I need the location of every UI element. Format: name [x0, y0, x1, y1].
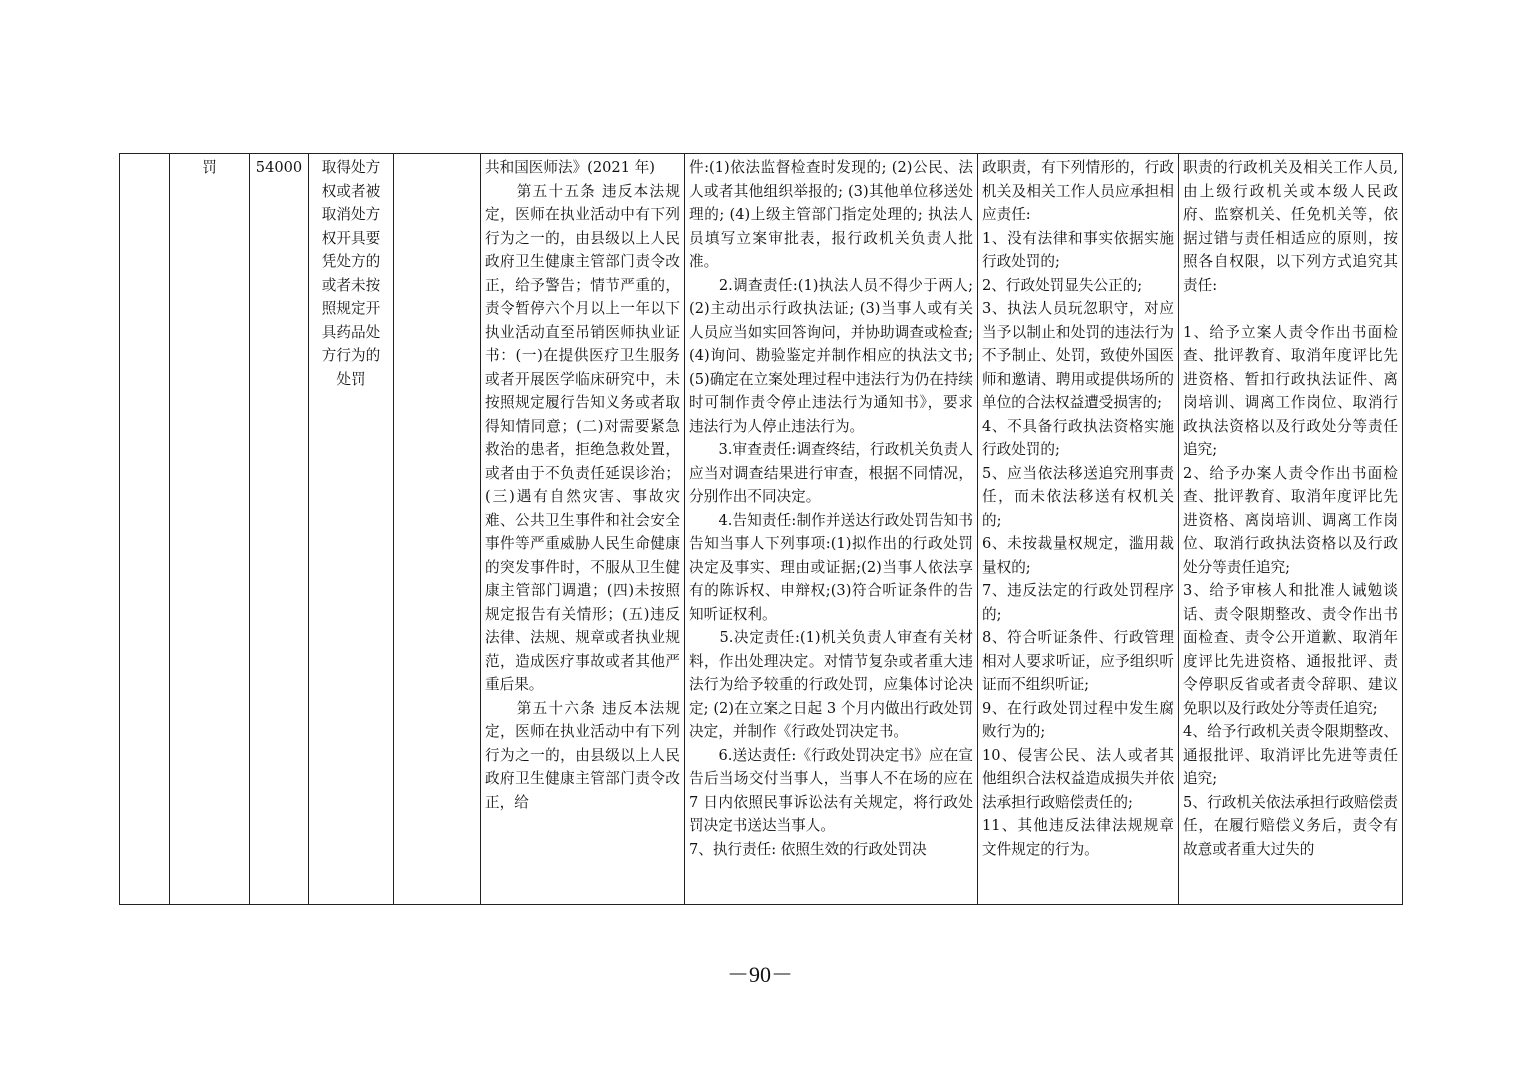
table-cell-empty-2	[394, 154, 481, 905]
item-code: 54000	[255, 159, 303, 176]
responsibility-text: 件:(1)依法监督检查时发现的; (2)公民、法人或者其他组织举报的; (3)其他单位移送处理的; (4)上级主管部门指定处理的; 执法人员填写立案审批表，报行政机关负责人批准。 2.调查责任:(1)执法人员不得少于两人;(2)主动出示行政执法证; (3)当事人或有关人员应当如实回答询问，并协助调查或检查; (4)询问、勘验鉴定并制作相应的执法文书; (5)确定在立案处理过程中违法行为仍在持续时可制作责令停止违法行为通知书》，要求违法行为人停止违法行为。 3.审查责任:调查终结，行政机关负责人应当对调查结果进行审查，根据不同情况，分别作出不同决定。 4.告知责任:制作并送达行政处罚告知书告知当事人下列事项:(1)拟作出的行政处罚决定及事实、理由或证据;(2)当事人依法享有的陈诉权、申辩权;(3)符合听证条件的告知听证权利。 5.决定责任:(1)机关负责人审查有关材料，作出处理决定。对情节复杂或者重大违法行为给予较重的行政处罚，应集体讨论决定; (2)在立案之日起 3 个月内做出行政处罚决定，并制作《行政处罚决定书。 6.送达责任:《行政处罚决定书》应在宣告后当场交付当事人，当事人不在场的应在 7 日内依照民事诉讼法有关规定，将行政处罚决定书送达当事人。 7、执行责任: 依照生效的行政处罚决	[689, 159, 973, 858]
table-cell-accountability	[978, 154, 1179, 905]
table-cell-code	[250, 154, 309, 905]
document-table	[119, 153, 1403, 905]
table-cell-legal-basis	[481, 154, 685, 905]
table-cell-responsibility	[685, 154, 978, 905]
table-cell-category	[170, 154, 250, 905]
category-text: 罚	[202, 159, 217, 176]
item-name: 取得处方 权或者被 取消处方 权开具要 凭处方的 或者未按 照规定开 具药品处 方行为的 处罚	[321, 159, 381, 388]
legal-basis-text: 共和国医师法》(2021 年) 第五十五条 违反本法规定，医师在执业活动中有下列行为之一的，由县级以上人民政府卫生健康主管部门责令改正，给予警告；情节严重的，责令暂停六个月以上一年以下执业活动直至吊销医师执业证书：(一)在提供医疗卫生服务或者开展医学临床研究中，未按照规定履行告知义务或者取得知情同意；(二)对需要紧急救治的患者，拒绝急救处置，或者由于不负责任延误诊治；(三)遇有自然灾害、事故灾难、公共卫生事件和社会安全事件等严重威胁人民生命健康的突发事件时，不服从卫生健康主管部门调遣；(四)未按照规定报告有关情形；(五)违反法律、法规、规章或者执业规范，造成医疗事故或者其他严重后果。 第五十六条 违反本法规定，医师在执业活动中有下列行为之一的，由县级以上人民政府卫生健康主管部门责令改正，给	[485, 159, 680, 811]
table-row	[120, 154, 1403, 905]
table-cell-item-name	[309, 154, 394, 905]
page-number: －90－	[726, 962, 793, 987]
accountability-text: 政职责，有下列情形的，行政机关及相关工作人员应承担相应责任: 1、没有法律和事实依据实施行政处罚的; 2、行政处罚显失公正的; 3、执法人员玩忽职守，对应当予以制止和处罚的违法行为不予制止、处罚，致使外国医师和邀请、聘用或提供场所的单位的合法权益遭受损害的; 4、不具备行政执法资格实施行政处罚的; 5、应当依法移送追究刑事责任，而未依法移送有权机关的; 6、未按裁量权规定，滥用裁量权的; 7、违反法定的行政处罚程序的; 8、符合听证条件、行政管理相对人要求听证，应予组织听证而不组织听证; 9、在行政处罚过程中发生腐败行为的; 10、侵害公民、法人或者其他组织合法权益造成损失并依法承担行政赔偿责任的; 11、其他违反法律法规规章文件规定的行为。	[982, 159, 1174, 858]
table-cell-empty-1	[120, 154, 170, 905]
table-cell-penalty-method	[1179, 154, 1403, 905]
penalty-method-text: 职责的行政机关及相关工作人员,由上级行政机关或本级人民政府、监察机关、任免机关等，依据过错与责任相适应的原则，按照各自权限，以下列方式追究其责任: 1、给予立案人责令作出书面检查、批评教育、取消年度评比先进资格、暂扣行政执法证件、离岗培训、调离工作岗位、取消行政执法资格以及行政处分等责任追究; 2、给予办案人责令作出书面检查、批评教育、取消年度评比先进资格、离岗培训、调离工作岗位、取消行政执法资格以及行政处分等责任追究; 3、给予审核人和批准人诫勉谈话、责令限期整改、责令作出书面检查、责令公开道歉、取消年度评比先进资格、通报批评、责令停职反省或者责令辞职、建议免职以及行政处分等责任追究; 4、给予行政机关责令限期整改、通报批评、取消评比先进等责任追究; 5、行政机关依法承担行政赔偿责任，在履行赔偿义务后，责令有故意或者重大过失的	[1183, 159, 1398, 858]
